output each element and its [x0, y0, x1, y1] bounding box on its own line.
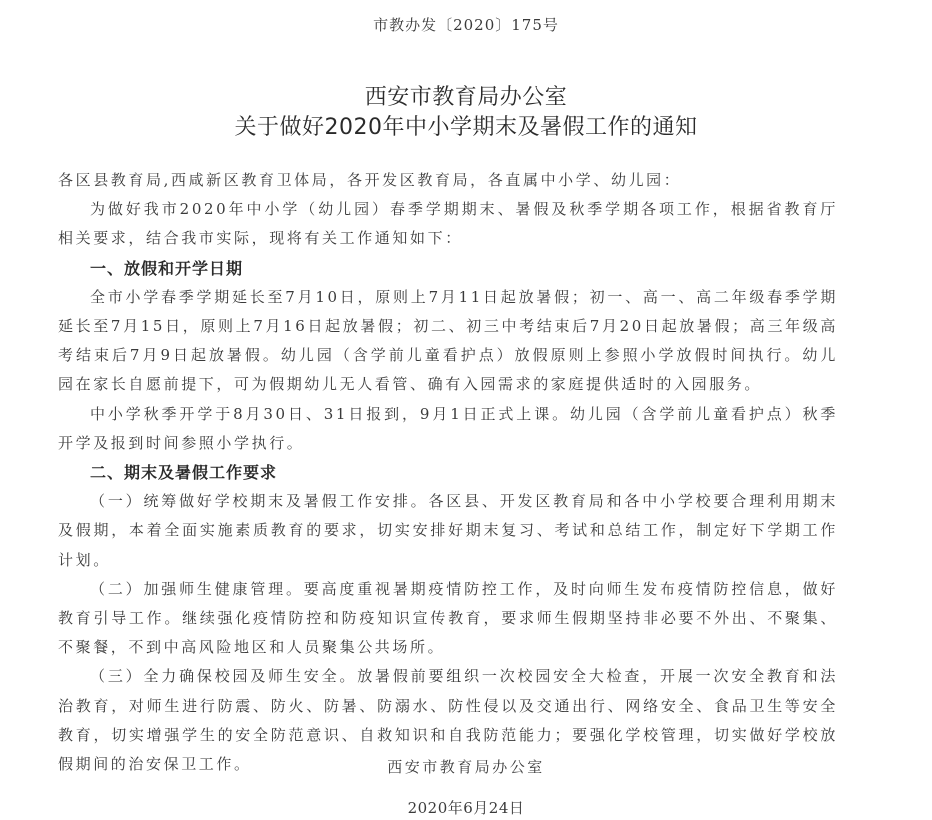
paragraph-holiday-schedule: 全市小学春季学期延长至7月10日，原则上7月11日起放暑假；初一、高一、高二年级春季学期延长至7月15日，原则上7月16日起放暑假；初二、初三中考结束后7月20日起放暑假；高三年级高考结束后7月9日起放暑假。幼儿园（含学前儿童看护点）放假原则上参照小学放假时间执行。幼儿园在家长自愿前提下，可为假期幼儿无人看管、确有入园需求的家庭提供适时的入园服务。 [58, 287, 838, 394]
salutation: 各区县教育局,西咸新区教育卫体局，各开发区教育局，各直属中小学、幼儿园： [58, 171, 682, 189]
document-body [58, 166, 838, 779]
paragraph-autumn-start: 中小学秋季开学于8月30日、31日报到，9月1日正式上课。幼儿园（含学前儿童看护点）秋季开学及报到时间参照小学执行。 [58, 404, 838, 452]
intro-paragraph: 为做好我市2020年中小学（幼儿园）春季学期期末、暑假及秋季学期各项工作，根据省教育厅相关要求，结合我市实际，现将有关工作通知如下： [58, 200, 838, 248]
section-heading-work-requirements: 二、期末及暑假工作要求 [90, 463, 278, 483]
document-title-subject: 关于做好2020年中小学期末及暑假工作的通知 [234, 115, 698, 140]
document-number: 市教办发〔2020〕175号 [373, 16, 559, 34]
paragraph-requirement-2: （二）加强师生健康管理。要高度重视暑期疫情防控工作，及时向师生发布疫情防控信息，做好教育引导工作。继续强化疫情防控和防疫知识宣传教育，要求师生假期坚持非必要不外出、不聚集、不聚餐，不到中高风险地区和人员聚集公共场所。 [58, 579, 838, 657]
document-title-issuer: 西安市教育局办公室 [364, 85, 568, 110]
signature-organization: 西安市教育局办公室 [387, 758, 545, 776]
paragraph-requirement-3: （三）全力确保校园及师生安全。放暑假前要组织一次校园安全大检查，开展一次安全教育和法治教育，对师生进行防震、防火、防暑、防溺水、防性侵以及交通出行、网络安全、食品卫生等安全教育，切实增强学生的安全防范意识、自救知识和自我防范能力；要强化学校管理，切实做好学校放假期间的治安保卫工作。 [58, 667, 838, 774]
section-heading-holiday-dates: 一、放假和开学日期 [90, 258, 244, 278]
paragraph-requirement-1: （一）统筹做好学校期末及暑假工作安排。各区县、开发区教育局和各中小学校要合理利用期末及假期，本着全面实施素质教育的要求，切实安排好期末复习、考试和总结工作，制定好下学期工作计划。 [58, 492, 838, 569]
signature-date: 2020年6月24日 [407, 799, 525, 817]
